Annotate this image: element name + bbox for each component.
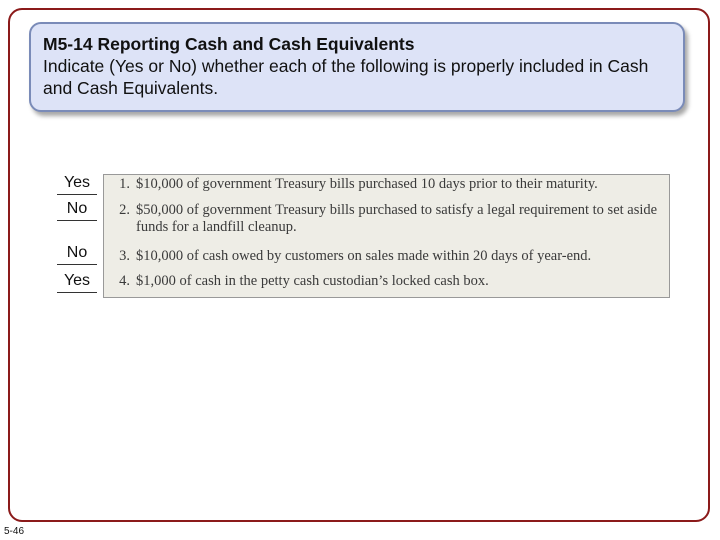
exercise-heading: M5-14 Reporting Cash and Cash Equivalents xyxy=(43,34,415,54)
question-text: $10,000 of cash owed by customers on sales made within 20 days of year-end. xyxy=(136,248,592,264)
question-item-3 xyxy=(104,248,664,265)
answer-field-1: Yes xyxy=(57,172,97,195)
exercise-instruction: Indicate (Yes or No) whether each of the following is properly included in Cash and Cash Equivalents. xyxy=(43,56,649,98)
question-item-1 xyxy=(104,176,664,193)
answer-field-2: No xyxy=(57,198,97,221)
answer-field-3: No xyxy=(57,242,97,265)
question-number: 1. xyxy=(119,176,130,192)
title-box xyxy=(29,22,685,112)
question-number: 2. xyxy=(119,202,130,218)
question-item-4 xyxy=(104,273,664,290)
question-text: $50,000 of government Treasury bills purchased to satisfy a legal requirement to set aside funds for a landfill cleanup. xyxy=(136,202,658,235)
answer-field-4: Yes xyxy=(57,270,97,293)
page-number: 5-46 xyxy=(4,526,25,537)
question-text: $10,000 of government Treasury bills purchased 10 days prior to their maturity. xyxy=(136,176,598,192)
question-panel xyxy=(103,174,670,298)
question-number: 4. xyxy=(119,273,130,289)
question-text: $1,000 of cash in the petty cash custodian’s locked cash box. xyxy=(136,273,489,289)
question-number: 3. xyxy=(119,248,130,264)
question-item-2 xyxy=(104,202,664,236)
